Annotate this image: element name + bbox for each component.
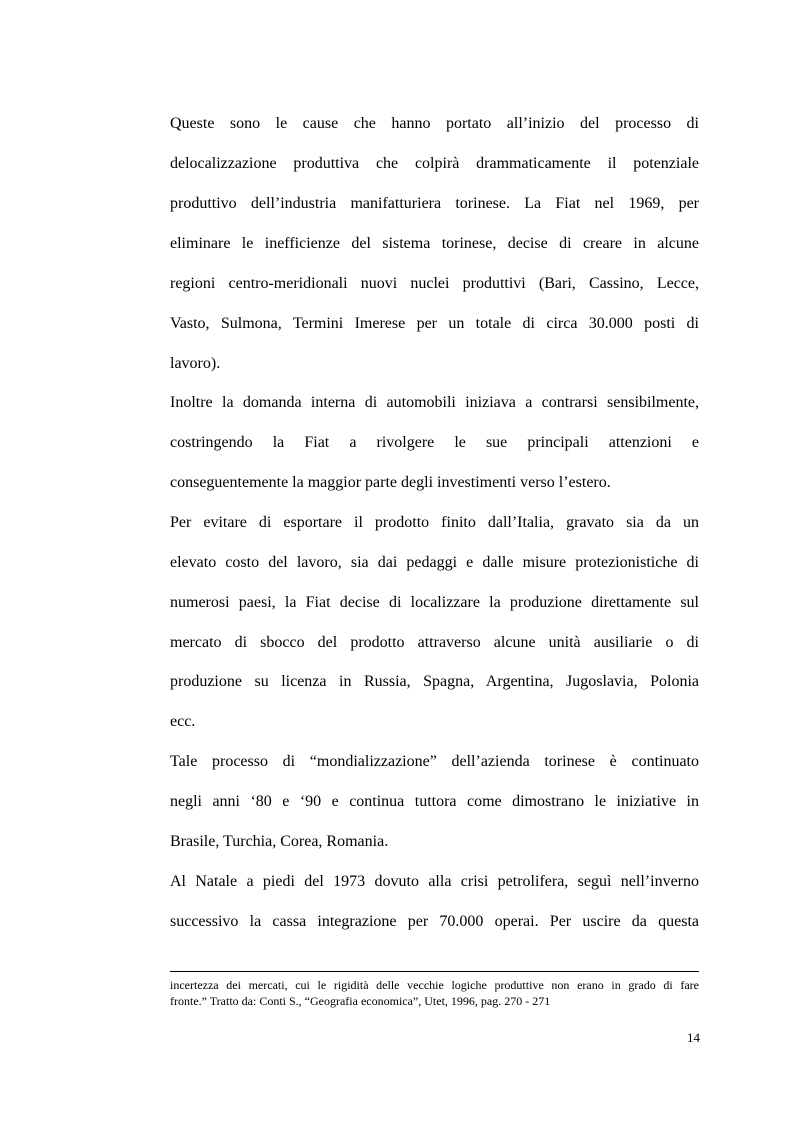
body-text-line: costringendo la Fiat a rivolgere le sue principali attenzioni e xyxy=(170,434,699,451)
body-text-line: Per evitare di esportare il prodotto finito dall’Italia, gravato sia da un xyxy=(170,514,699,531)
body-text-line: Brasile, Turchia, Corea, Romania. xyxy=(170,833,389,850)
body-text-line: eliminare le inefficienze del sistema torinese, decise di creare in alcune xyxy=(170,235,699,252)
body-text-line: successivo la cassa integrazione per 70.000 operai. Per uscire da questa xyxy=(170,913,699,930)
body-text-line: Al Natale a piedi del 1973 dovuto alla crisi petrolifera, seguì nell’inverno xyxy=(170,873,699,890)
body-text-line: mercato di sbocco del prodotto attraverso alcune unità ausiliarie o di xyxy=(170,634,699,651)
footnote-separator xyxy=(170,971,699,972)
body-text-line: numerosi paesi, la Fiat decise di localizzare la produzione direttamente sul xyxy=(170,594,699,611)
body-text-line: Vasto, Sulmona, Termini Imerese per un totale di circa 30.000 posti di xyxy=(170,315,699,332)
body-text-line: lavoro). xyxy=(170,355,221,372)
body-text-line: Inoltre la domanda interna di automobili iniziava a contrarsi sensibilmente, xyxy=(170,394,699,411)
body-text-line: conseguentemente la maggior parte degli investimenti verso l’estero. xyxy=(170,474,611,491)
body-text-line: produttivo dell’industria manifatturiera torinese. La Fiat nel 1969, per xyxy=(170,195,699,212)
body-text-line: Tale processo di “mondializzazione” dell’azienda torinese è continuato xyxy=(170,753,699,770)
page-number: 14 xyxy=(687,1030,700,1045)
footnote-line: incertezza dei mercati, cui le rigidità delle vecchie logiche produttive non erano in grado di fare xyxy=(170,978,699,992)
body-text-line: negli anni ‘80 e ‘90 e continua tuttora come dimostrano le iniziative in xyxy=(170,793,699,810)
body-text-line: elevato costo del lavoro, sia dai pedaggi e dalle misure protezionistiche di xyxy=(170,554,699,571)
body-text-line: regioni centro-meridionali nuovi nuclei produttivi (Bari, Cassino, Lecce, xyxy=(170,275,699,292)
body-text-line: ecc. xyxy=(170,713,196,730)
footnote-line: fronte.” Tratto da: Conti S., “Geografia economica”, Utet, 1996, pag. 270 - 271 xyxy=(170,994,551,1008)
body-text-line: produzione su licenza in Russia, Spagna, Argentina, Jugoslavia, Polonia xyxy=(170,673,699,690)
body-text-line: Queste sono le cause che hanno portato all’inizio del processo di xyxy=(170,115,699,132)
body-text-line: delocalizzazione produttiva che colpirà drammaticamente il potenziale xyxy=(170,155,699,172)
